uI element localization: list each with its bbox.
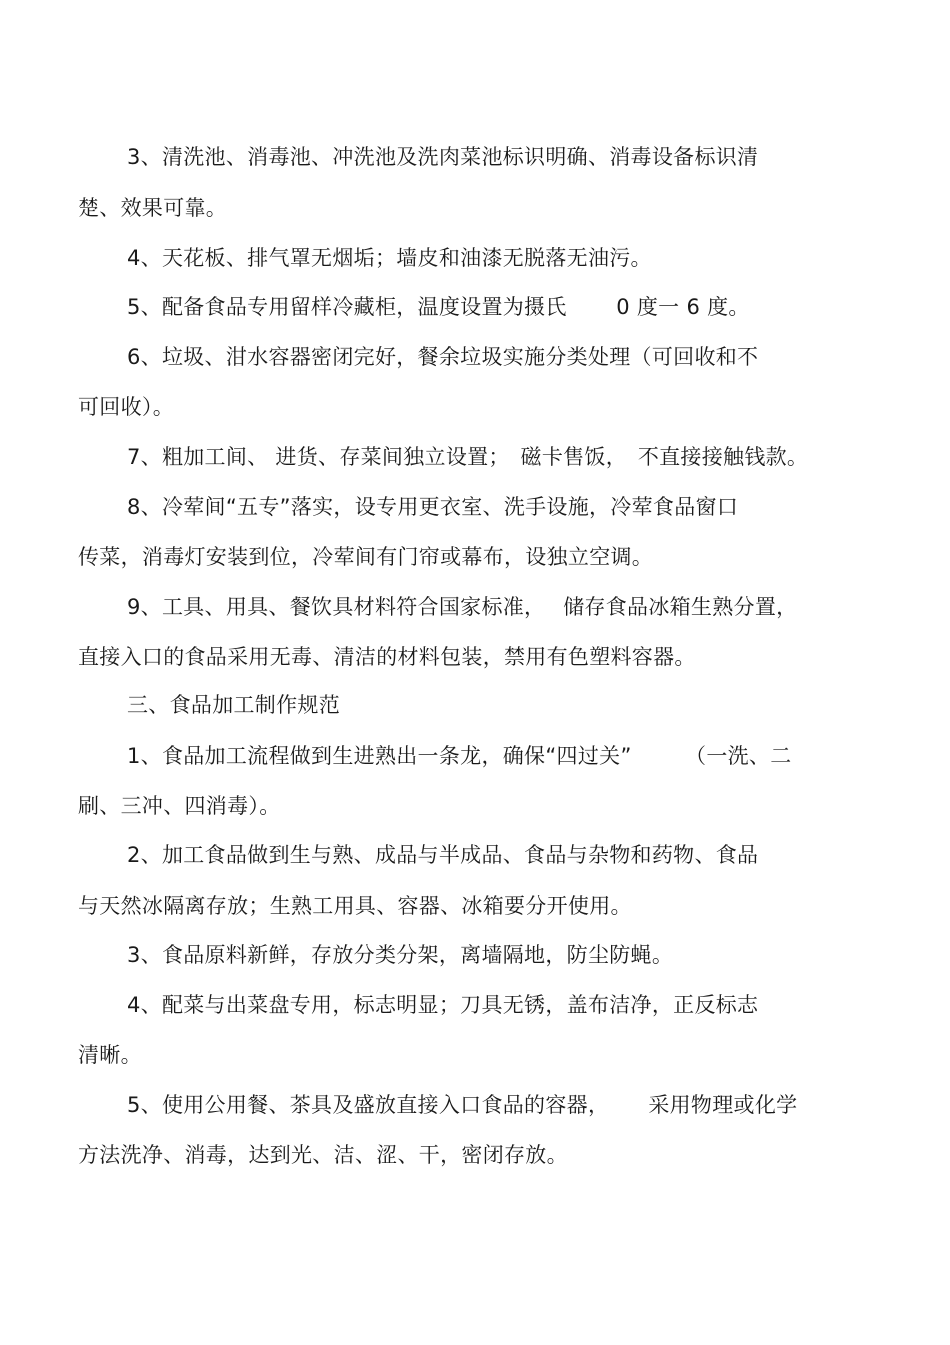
section-heading: 三、食品加工制作规范 [127, 693, 340, 717]
text-line: 清晰。 [78, 1043, 142, 1067]
text-line: 9、工具、用具、餐饮具材料符合国家标准， 储存食品冰箱生熟分置， [127, 595, 798, 619]
text-line: 4、配菜与出菜盘专用，标志明显；刀具无锈，盖布洁净，正反标志 [127, 993, 759, 1017]
text-line: 3、清洗池、消毒池、冲洗池及洗肉菜池标识明确、消毒设备标识清 [127, 145, 759, 169]
text-line: 直接入口的食品采用无毒、清洁的材料包装，禁用有色塑料容器。 [78, 645, 696, 669]
text-line: 3、食品原料新鲜，存放分类分架，离墙隔地，防尘防蝇。 [127, 943, 674, 967]
text-line: 7、粗加工间、 进货、存菜间独立设置； 磁卡售饭， 不直接接触钱款。 [127, 445, 809, 469]
text-line: 5、使用公用餐、茶具及盛放直接入口食品的容器， 采用物理或化学 [127, 1093, 798, 1117]
text-line: 5、配备食品专用留样冷藏柜，温度设置为摄氏 0 度一 6 度。 [127, 295, 750, 319]
text-line: 传菜，消毒灯安装到位，冷荤间有门帘或幕布，设独立空调。 [78, 545, 654, 569]
text-line: 与天然冰隔离存放；生熟工用具、容器、冰箱要分开使用。 [78, 894, 632, 918]
text-line: 方法洗净、消毒，达到光、洁、涩、干，密闭存放。 [78, 1143, 568, 1167]
text-line: 8、冷荤间“五专”落实，设专用更衣室、洗手设施，冷荤食品窗口 [127, 495, 739, 519]
text-line: 楚、效果可靠。 [78, 196, 228, 220]
text-line: 2、加工食品做到生与熟、成品与半成品、食品与杂物和药物、食品 [127, 843, 759, 867]
text-line: 可回收）。 [78, 395, 174, 419]
text-line: 4、天花板、排气罩无烟垢；墙皮和油漆无脱落无油污。 [127, 246, 652, 270]
text-line: 刷、三冲、四消毒）。 [78, 794, 281, 818]
text-line: 6、垃圾、泔水容器密闭完好，餐余垃圾实施分类处理（可回收和不 [127, 345, 759, 369]
text-line: 1、食品加工流程做到生进熟出一条龙，确保“四过关” （一洗、二 [127, 744, 792, 768]
